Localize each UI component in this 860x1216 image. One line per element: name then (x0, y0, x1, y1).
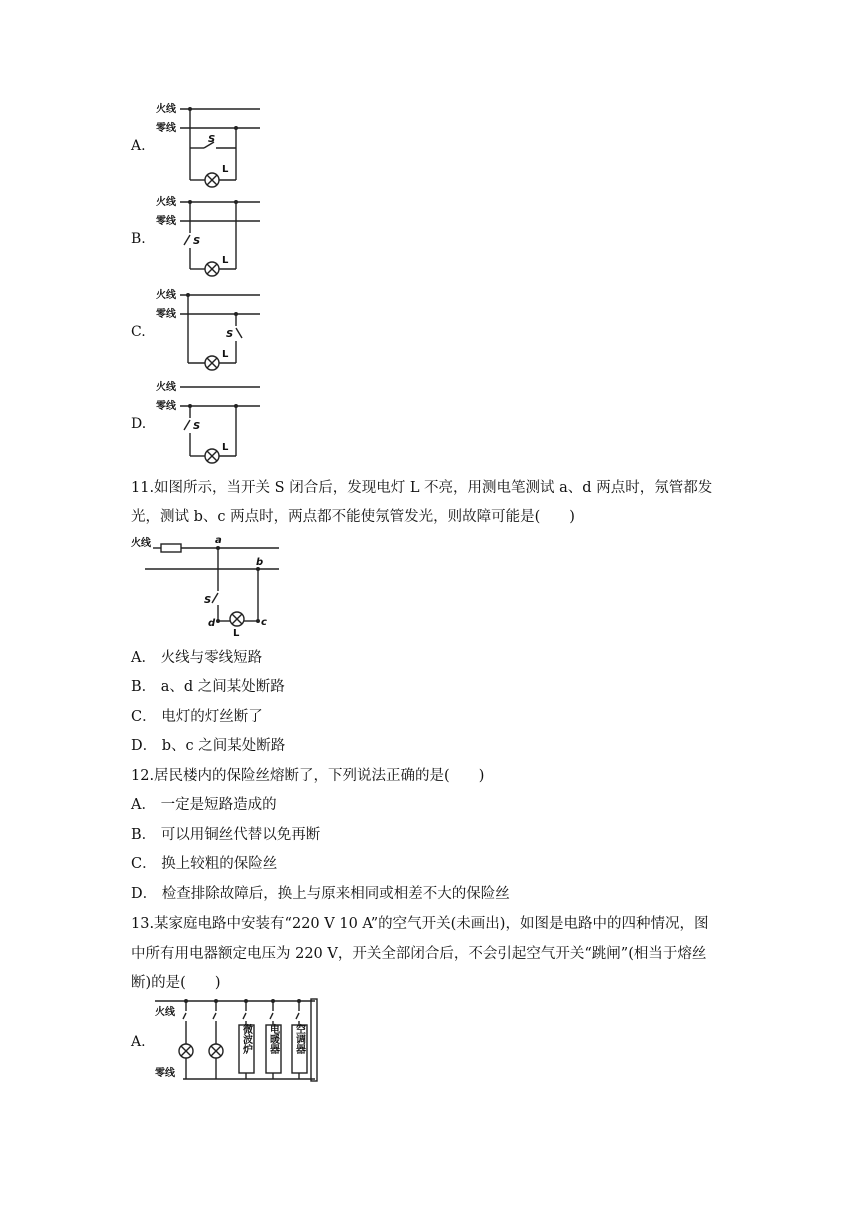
switch-label: S (193, 421, 201, 432)
q11-option-b: B． a、d 之间某处断路 (131, 679, 285, 695)
q10-circuit-d (150, 378, 270, 468)
zero-wire-label: 零线 (155, 1068, 175, 1079)
q11-option-c: C． 电灯的灯丝断了 (131, 709, 263, 725)
q13-option-a-letter: A. (131, 1034, 146, 1050)
q13-stem-line1: 13.某家庭电路中安装有“220 V 10 A”的空气开关(未画出)，如图是电路中的四种情况，图 (131, 916, 709, 932)
option-d-letter: D. (131, 416, 147, 432)
lamp-label: L (233, 628, 240, 639)
switch-label: S (208, 134, 216, 145)
switch-label: S (204, 595, 212, 606)
fire-wire-label: 火线 (156, 104, 176, 115)
lamp-label: L (222, 442, 229, 453)
zero-wire-label: 零线 (156, 309, 176, 320)
zero-wire-label: 零线 (156, 401, 176, 412)
q12-option-a: A． 一定是短路造成的 (131, 797, 277, 813)
fire-wire-label: 火线 (155, 1007, 175, 1018)
zero-wire-label: 零线 (156, 123, 176, 134)
q11-stem-line2: 光，测试 b、c 两点时，两点都不能使氖管发光，则故障可能是( ) (131, 509, 575, 525)
lamp-label: L (222, 164, 229, 175)
aircon-label: 空调器 (293, 1024, 305, 1054)
fire-wire-label: 火线 (156, 382, 176, 393)
point-b-label: b (256, 557, 264, 568)
q10-circuit-c (150, 286, 270, 376)
point-d-label: d (208, 618, 216, 629)
fire-wire-label: 火线 (131, 538, 151, 549)
fuse-icon (161, 544, 181, 552)
microwave-label: 微波炉 (240, 1024, 252, 1054)
q10-circuit-a (150, 100, 270, 190)
point-a-label: a (215, 535, 222, 546)
q12-stem: 12.居民楼内的保险丝熔断了，下列说法正确的是( ) (131, 768, 485, 784)
option-b-letter: B. (131, 231, 146, 247)
q11-option-d: D． b、c 之间某处断路 (131, 738, 286, 754)
q13-stem-line3: 断)的是( ) (131, 975, 221, 991)
option-a-letter: A. (131, 138, 146, 154)
q13-stem-line2: 中所有用电器额定电压为 220 V，开关全部闭合后，不会引起空气开关“跳闸”(相当于熔丝 (131, 946, 707, 962)
lamp-label: L (222, 349, 229, 360)
switch-label: S (226, 329, 234, 340)
heater-label: 电暖器 (267, 1024, 279, 1054)
q11-stem-line1: 11.如图所示，当开关 S 闭合后，发现电灯 L 不亮，用测电笔测试 a、d 两点时，氖管都发 (131, 480, 713, 496)
q10-circuit-b (150, 193, 270, 283)
zero-wire-label: 零线 (156, 216, 176, 227)
switch-label: S (193, 236, 201, 247)
q12-option-c: C． 换上较粗的保险丝 (131, 856, 278, 872)
fire-wire-label: 火线 (156, 290, 176, 301)
fire-wire-label: 火线 (156, 197, 176, 208)
lamp-label: L (222, 255, 229, 266)
option-c-letter: C. (131, 324, 146, 340)
q13-circuit-a (153, 997, 323, 1082)
q12-option-d: D． 检查排除故障后，换上与原来相同或相差不大的保险丝 (131, 886, 510, 902)
q12-option-b: B． 可以用铜丝代替以免再断 (131, 827, 321, 843)
q11-option-a: A． 火线与零线短路 (131, 650, 263, 666)
q11-circuit-figure (131, 533, 281, 638)
point-c-label: c (261, 617, 267, 628)
